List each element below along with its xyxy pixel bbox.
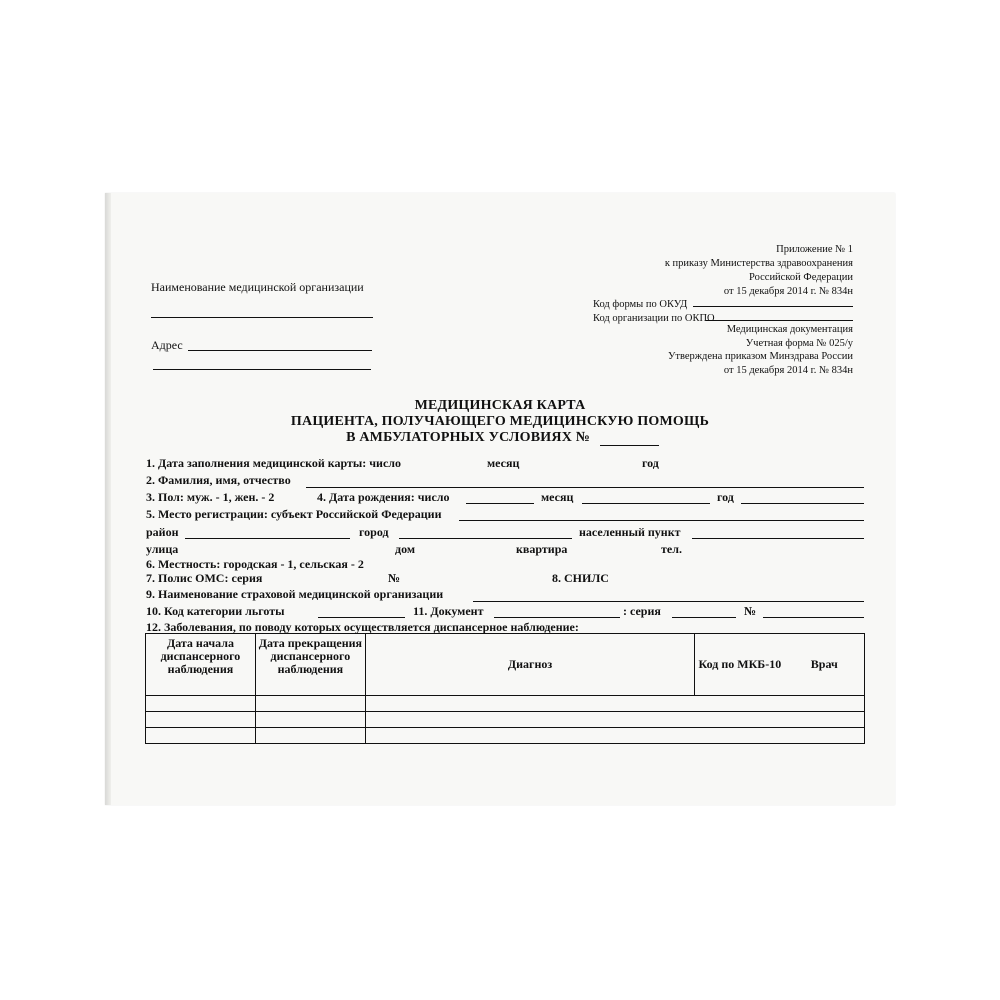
phone-label: тел.	[661, 542, 682, 556]
form-title-1: МЕДИЦИНСКАЯ КАРТА	[414, 398, 586, 413]
col-icd-code: Код по МКБ-10	[695, 634, 785, 696]
table-header-row	[146, 634, 865, 696]
insurer-label: 9. Наименование страховой медицинской организации	[146, 587, 444, 601]
benefit-code-label: 10. Код категории льготы	[146, 604, 285, 618]
table-cell[interactable]	[255, 728, 365, 744]
okud-field[interactable]	[693, 306, 853, 307]
birth-year-field[interactable]	[741, 503, 864, 504]
org-name-label: Наименование медицинской организации	[151, 280, 364, 294]
card-spine	[105, 193, 111, 805]
table-cell[interactable]	[255, 712, 365, 728]
order-label: к приказу Министерства здравоохранения	[664, 258, 853, 269]
insurer-field[interactable]	[473, 601, 864, 602]
form-number-label: Учетная форма № 025/у	[745, 338, 853, 349]
document-series-label: : серия	[623, 604, 661, 618]
table-cell[interactable]	[146, 728, 256, 744]
oms-number-label: №	[388, 571, 401, 585]
locality-label: 6. Местность: городская - 1, сельская - 2	[146, 557, 364, 571]
address-field-1[interactable]	[188, 350, 372, 351]
full-name-field[interactable]	[306, 487, 864, 488]
org-name-field[interactable]	[151, 317, 373, 318]
region-field[interactable]	[459, 520, 864, 521]
birth-month-label: месяц	[541, 490, 574, 504]
federation-label: Российской Федерации	[749, 272, 853, 283]
okpo-label: Код организации по ОКПО	[593, 313, 715, 324]
apartment-label: квартира	[516, 542, 568, 556]
document-series-field[interactable]	[672, 617, 736, 618]
birth-year-label: год	[717, 490, 734, 504]
oms-policy-label: 7. Полис ОМС: серия	[146, 571, 263, 585]
birth-month-field[interactable]	[582, 503, 710, 504]
table-cell[interactable]	[365, 728, 864, 744]
sex-label: 3. Пол: муж. - 1, жен. - 2	[146, 490, 275, 504]
table-row[interactable]	[146, 712, 865, 728]
settlement-field[interactable]	[692, 538, 864, 539]
full-name-label: 2. Фамилия, имя, отчество	[146, 473, 291, 487]
district-label: район	[146, 525, 179, 539]
okpo-field[interactable]	[706, 320, 853, 321]
document-label: 11. Документ	[413, 604, 484, 618]
order-date-label: от 15 декабря 2014 г. № 834н	[723, 286, 853, 297]
card-number-field[interactable]	[600, 445, 659, 446]
birth-day-field[interactable]	[466, 503, 534, 504]
fill-month-label: месяц	[487, 456, 520, 470]
col-end-date: Дата прекращения диспансерного наблюдения	[255, 634, 365, 696]
document-field[interactable]	[494, 617, 620, 618]
table-row[interactable]	[146, 696, 865, 712]
benefit-code-field[interactable]	[318, 617, 405, 618]
col-start-date: Дата начала диспансерного наблюдения	[146, 634, 256, 696]
settlement-label: населенный пункт	[579, 525, 681, 539]
street-label: улица	[146, 542, 179, 556]
snils-label: 8. СНИЛС	[552, 571, 609, 585]
table-row[interactable]	[146, 728, 865, 744]
diseases-label: 12. Заболевания, по поводу которых осуществляется диспансерное наблюдение:	[146, 620, 579, 634]
city-field[interactable]	[399, 538, 572, 539]
table-cell[interactable]	[365, 712, 864, 728]
form-title-2: ПАЦИЕНТА, ПОЛУЧАЮЩЕГО МЕДИЦИНСКУЮ ПОМОЩЬ	[290, 414, 710, 429]
col-diagnosis: Диагноз	[365, 634, 694, 696]
table-cell[interactable]	[146, 696, 256, 712]
dispensary-table	[145, 633, 865, 744]
document-number-label: №	[744, 604, 757, 618]
district-field[interactable]	[185, 538, 350, 539]
house-label: дом	[395, 542, 416, 556]
approved-date-label: от 15 декабря 2014 г. № 834н	[723, 365, 853, 376]
form-title-3: В АМБУЛАТОРНЫХ УСЛОВИЯХ №	[346, 430, 590, 445]
col-doctor: Врач	[785, 634, 865, 696]
birth-date-label: 4. Дата рождения: число	[317, 490, 450, 504]
city-label: город	[359, 525, 389, 539]
address-label: Адрес	[151, 338, 183, 352]
document-number-field[interactable]	[763, 617, 864, 618]
approved-label: Утверждена приказом Минздрава России	[667, 351, 853, 362]
fill-year-label: год	[642, 456, 659, 470]
appendix-label: Приложение № 1	[776, 244, 853, 255]
registration-label: 5. Место регистрации: субъект Российской Федерации	[146, 507, 442, 521]
table-cell[interactable]	[365, 696, 864, 712]
okud-label: Код формы по ОКУД	[593, 299, 688, 310]
address-field-2[interactable]	[153, 369, 371, 370]
med-doc-label: Медицинская документация	[726, 324, 853, 335]
fill-date-label: 1. Дата заполнения медицинской карты: число	[146, 456, 402, 470]
table-cell[interactable]	[255, 696, 365, 712]
table-cell[interactable]	[146, 712, 256, 728]
